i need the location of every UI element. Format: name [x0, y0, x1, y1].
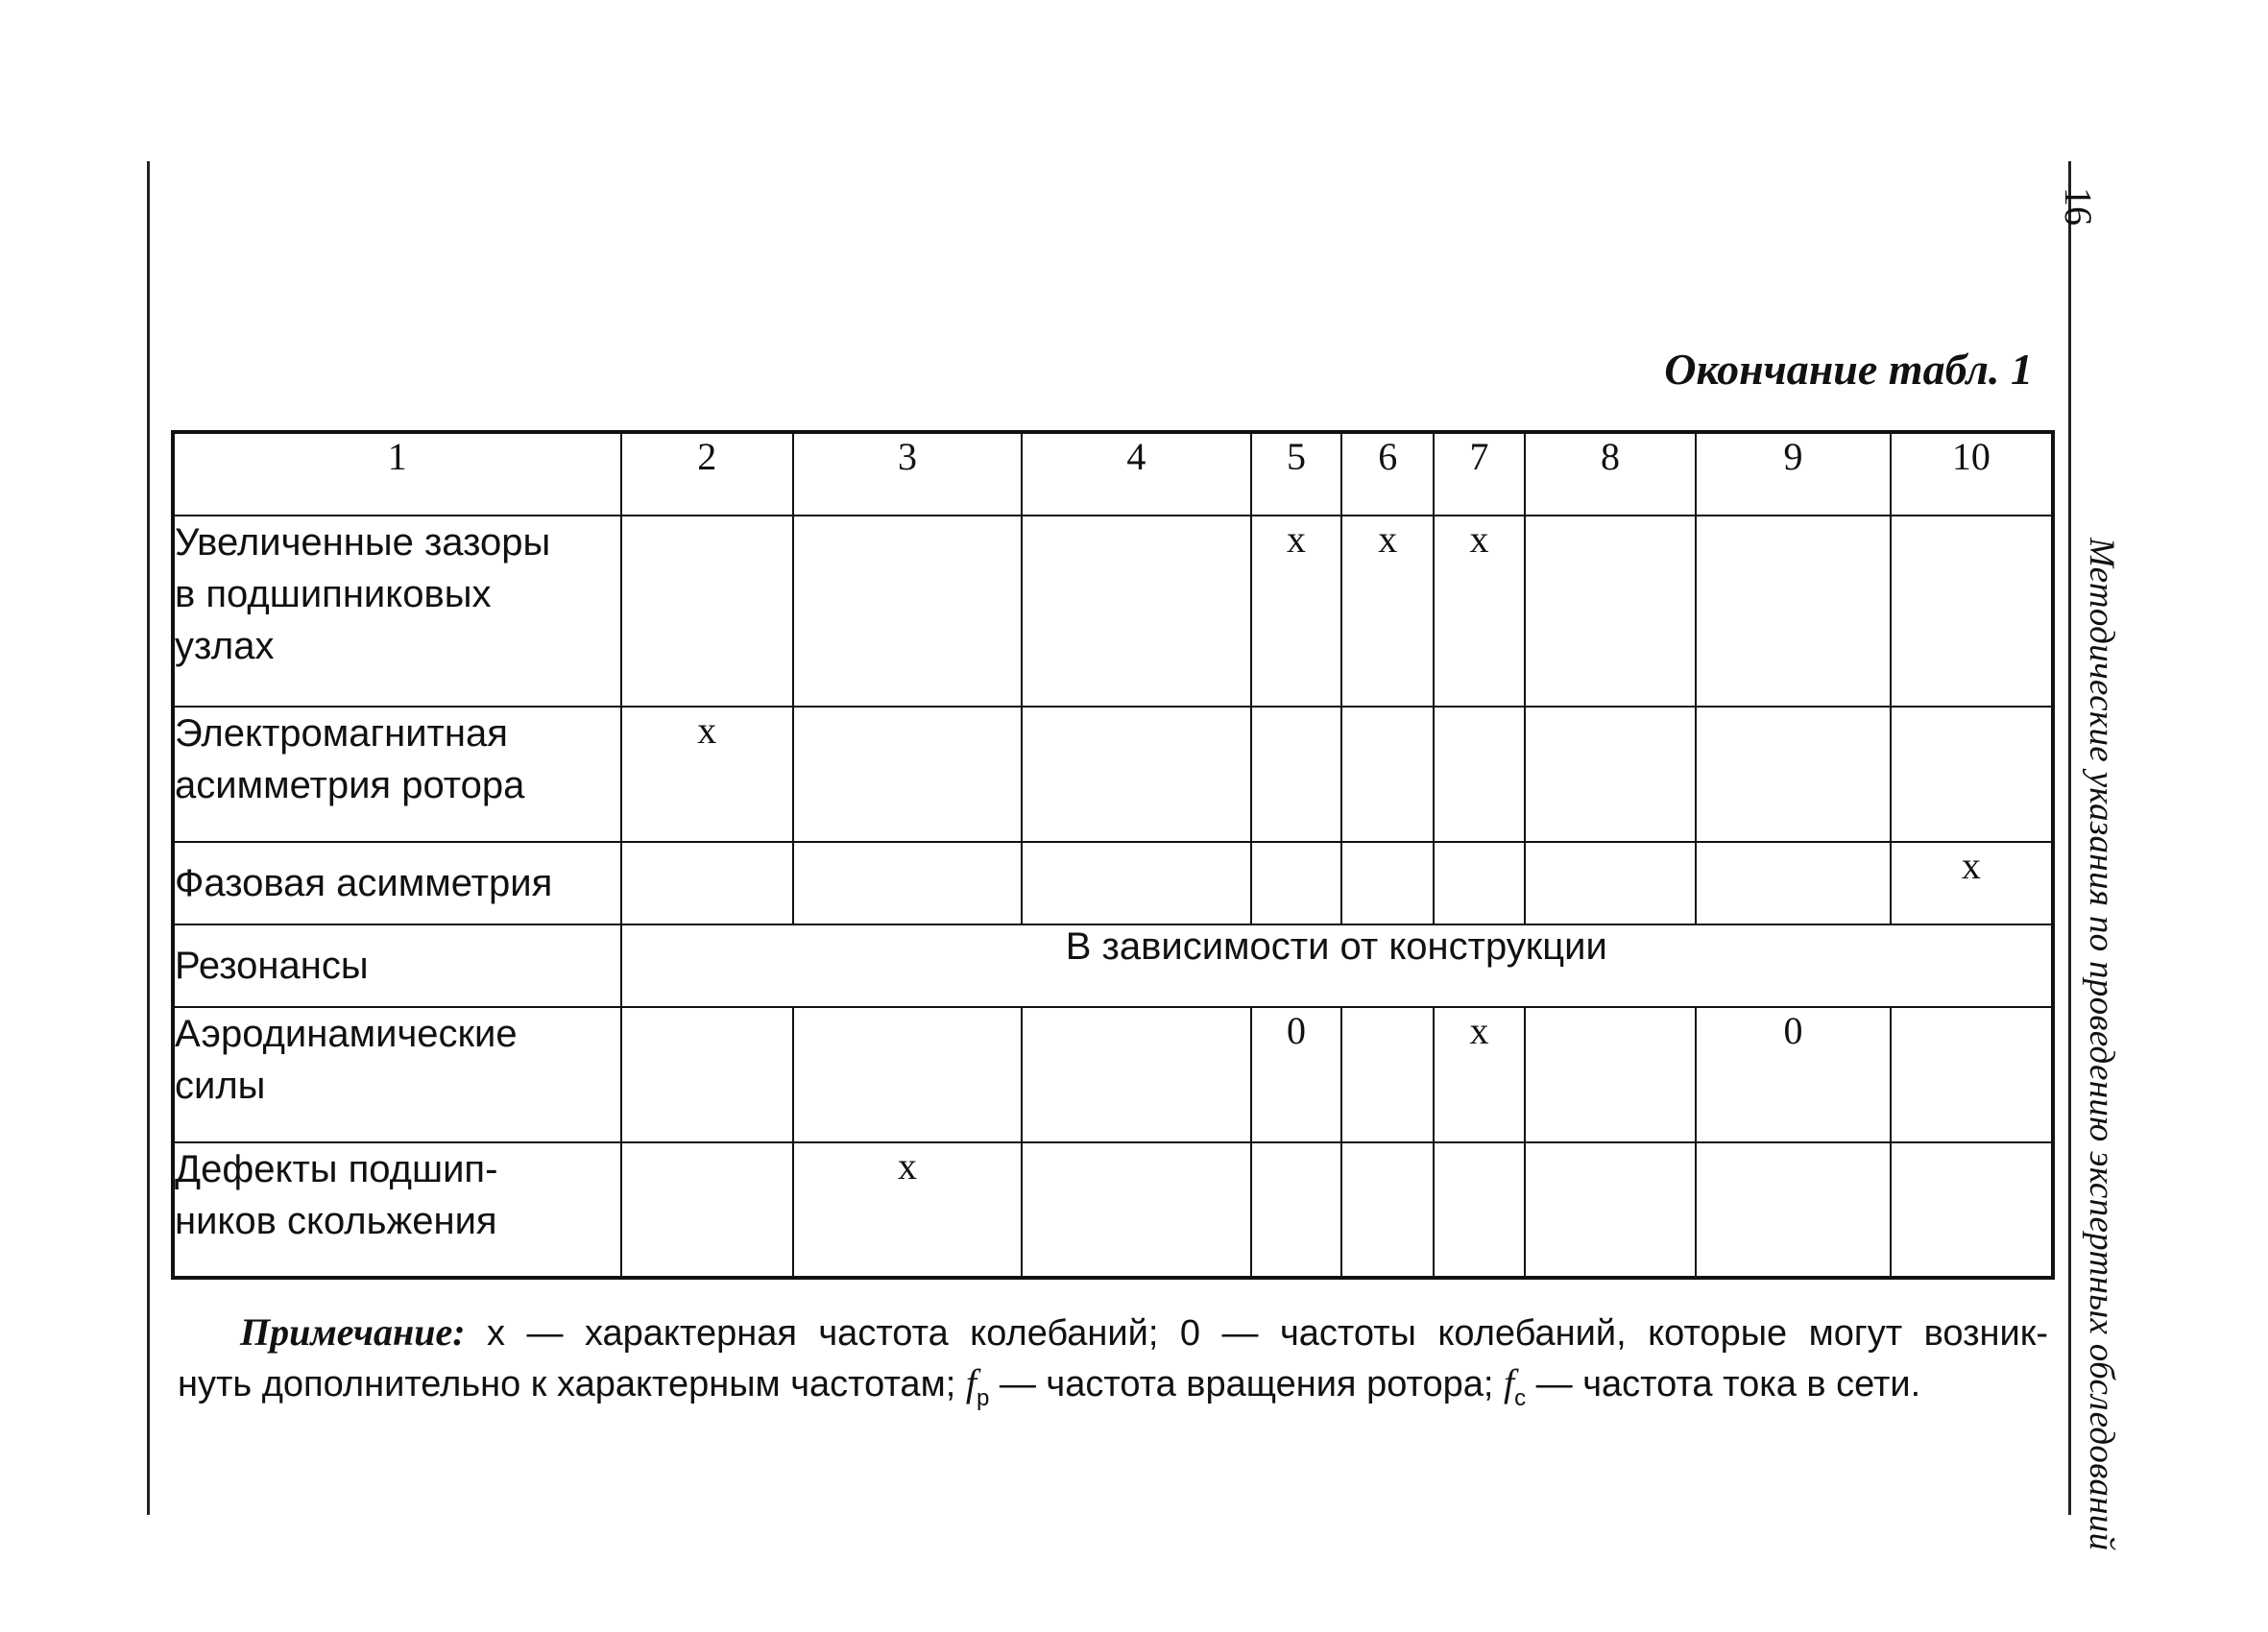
table-row [173, 842, 2053, 924]
note-line-1 [178, 1308, 2048, 1358]
table-cell [1341, 842, 1434, 924]
table-cell [621, 1142, 793, 1278]
table-cell [1525, 707, 1696, 842]
header-cell: 6 [1341, 432, 1434, 516]
table-cell [1341, 1142, 1434, 1278]
table-cell [1434, 842, 1525, 924]
row-label [173, 1142, 621, 1278]
table-cell [1696, 1142, 1891, 1278]
note-text-2c: — частота тока в сети. [1526, 1364, 1921, 1404]
table-cell [1434, 1142, 1525, 1278]
row-label [173, 707, 621, 842]
table-cell [1525, 516, 1696, 707]
table-cell [621, 842, 793, 924]
table-cell [1022, 1142, 1250, 1278]
table-row [173, 516, 2053, 707]
note-text-1: x — характерная частота колебаний; 0 — частоты колебаний, которые могут возник- [487, 1313, 2049, 1354]
table-cell [1525, 1007, 1696, 1142]
note-text-2b: — частота вращения ротора; [989, 1364, 1504, 1404]
table-cell [1251, 707, 1342, 842]
note-label: Примечание: [240, 1310, 466, 1354]
table-cell: x [1891, 842, 2053, 924]
table-cell [1341, 1007, 1434, 1142]
table-row [173, 924, 2053, 1007]
rotor-frequency-symbol: f [965, 1361, 977, 1404]
row-label-line: Аэродинамические [175, 1013, 518, 1055]
row-label-line: Резонансы [175, 945, 369, 987]
right-margin-rule [2068, 161, 2071, 1515]
table-cell [1022, 516, 1250, 707]
table-cell [1022, 707, 1250, 842]
row-label-line: Дефекты подшип- [175, 1148, 498, 1190]
table-cell [621, 1007, 793, 1142]
row-label [173, 924, 621, 1007]
table-cell [1525, 1142, 1696, 1278]
header-cell: 8 [1525, 432, 1696, 516]
header-cell: 7 [1434, 432, 1525, 516]
table-cell: 0 [1251, 1007, 1342, 1142]
row-label-line: асимметрия ротора [175, 764, 525, 806]
table-header-row [173, 432, 2053, 516]
row-label-line: силы [175, 1065, 266, 1107]
mains-frequency-symbol: f [1504, 1361, 1515, 1404]
table-cell: x [793, 1142, 1022, 1278]
row-label-line: Электромагнитная [175, 712, 508, 755]
diagnostics-table [171, 430, 2055, 1280]
row-label-line: Увеличенные зазоры [175, 521, 551, 564]
table-cell [1251, 1142, 1342, 1278]
left-margin-rule [147, 161, 150, 1515]
header-cell: 1 [173, 432, 621, 516]
table-cell: x [1251, 516, 1342, 707]
mains-frequency-subscript: с [1514, 1385, 1527, 1411]
header-cell: 3 [793, 432, 1022, 516]
merged-cell: В зависимости от конструкции [621, 924, 2053, 1007]
table-cell: 0 [1696, 1007, 1891, 1142]
table-cell [1891, 1142, 2053, 1278]
table-cell [1525, 842, 1696, 924]
table-caption: Окончание табл. 1 [1664, 345, 2033, 394]
table-cell: x [621, 707, 793, 842]
table-cell: x [1434, 1007, 1525, 1142]
row-label-line: в подшипниковых [175, 573, 492, 615]
table-cell [793, 1007, 1022, 1142]
rotor-frequency-subscript: р [976, 1385, 990, 1411]
table-cell [1022, 1007, 1250, 1142]
table-cell: x [1434, 516, 1525, 707]
table-cell [1341, 707, 1434, 842]
table-cell [793, 707, 1022, 842]
table-cell [793, 516, 1022, 707]
row-label-line: ников скольжения [175, 1200, 497, 1242]
row-label [173, 516, 621, 707]
note-line-2 [178, 1361, 1921, 1411]
running-head: Методические указания по проведению экспертных обследований [2082, 538, 2121, 1551]
table-cell [621, 516, 793, 707]
table-row [173, 707, 2053, 842]
table-cell [1022, 842, 1250, 924]
table-cell [793, 842, 1022, 924]
row-label [173, 1007, 621, 1142]
table-cell [1696, 516, 1891, 707]
table-cell [1251, 842, 1342, 924]
table-row [173, 1142, 2053, 1278]
page-number: 16 [2057, 187, 2100, 226]
header-cell: 9 [1696, 432, 1891, 516]
header-cell: 2 [621, 432, 793, 516]
header-cell: 10 [1891, 432, 2053, 516]
row-label [173, 842, 621, 924]
table-note [178, 1308, 2048, 1424]
header-cell: 4 [1022, 432, 1250, 516]
header-cell: 5 [1251, 432, 1342, 516]
table-cell [1891, 707, 2053, 842]
row-label-line: Фазовая асимметрия [175, 862, 553, 904]
table-cell [1891, 516, 2053, 707]
row-label-line: узлах [175, 625, 275, 667]
table-cell: x [1341, 516, 1434, 707]
note-text-2a: нуть дополнительно к характерным частотам; [178, 1364, 966, 1404]
table-cell [1696, 707, 1891, 842]
table-cell [1696, 842, 1891, 924]
table-row [173, 1007, 2053, 1142]
table-cell [1434, 707, 1525, 842]
table-cell [1891, 1007, 2053, 1142]
